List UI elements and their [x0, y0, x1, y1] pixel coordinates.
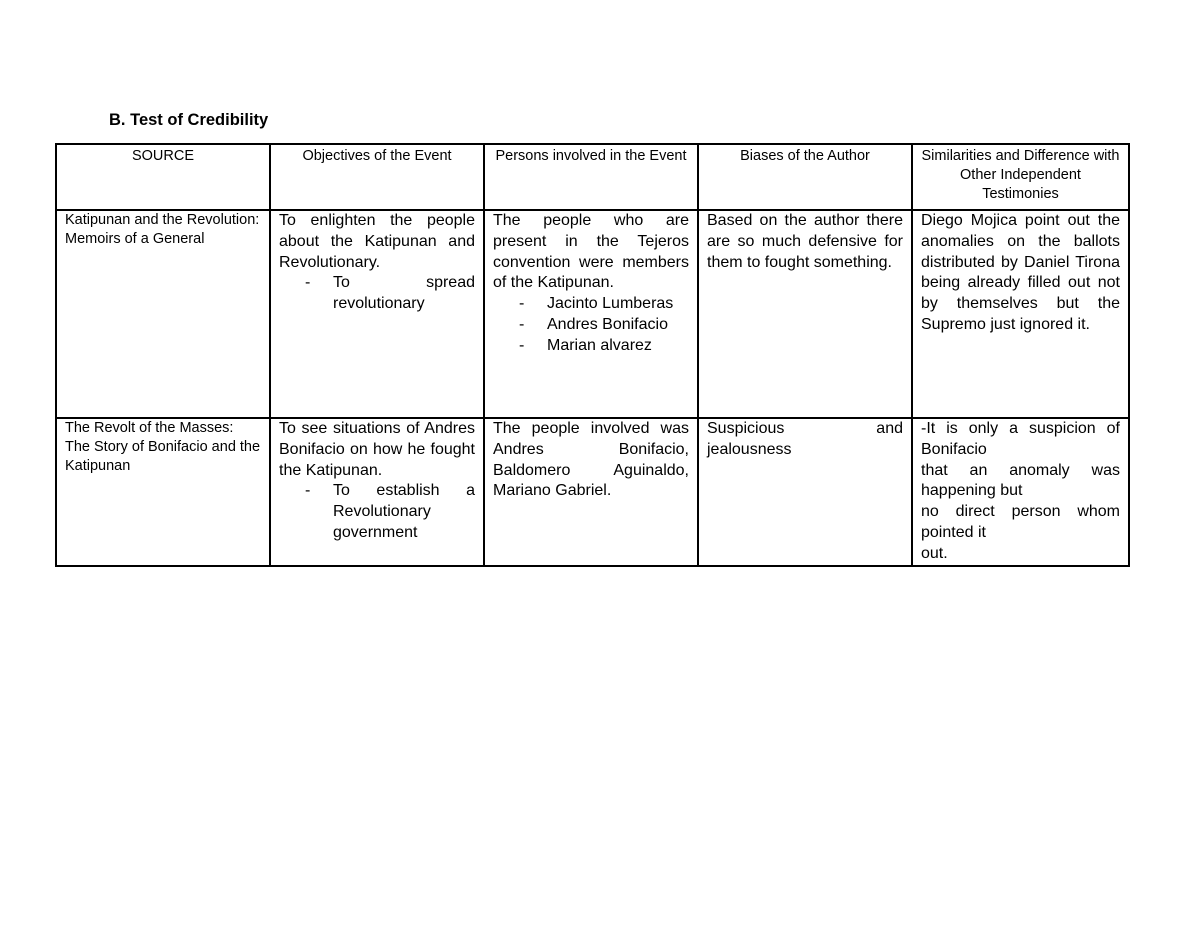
persons-list: [493, 294, 689, 356]
table-header-row: [56, 144, 1129, 210]
similarities-line: no direct person whom pointed it: [921, 503, 1120, 541]
similarities-cell: [912, 418, 1129, 566]
similarities-line: out.: [921, 544, 948, 562]
persons-text: The people involved was Andres Bonifacio, Baldomero Aguinaldo, Mariano Gabriel.: [493, 420, 689, 500]
table-row: [56, 210, 1129, 418]
objectives-text: To enlighten the people about the Katipunan and Revolutionary.: [279, 212, 475, 271]
persons-cell: [484, 210, 698, 418]
header-persons: Persons involved in the Event: [484, 144, 698, 210]
objectives-cell: [270, 418, 484, 566]
header-source: SOURCE: [56, 144, 270, 210]
header-similarities: Similarities and Difference with Other Independent Testimonies: [912, 144, 1129, 210]
source-cell: The Revolt of the Masses: The Story of Bonifacio and the Katipunan: [56, 418, 270, 566]
table-row: [56, 418, 1129, 566]
list-item: - Marian alvarez: [493, 336, 689, 357]
credibility-table: [55, 143, 1130, 567]
list-item: - Jacinto Lumberas: [493, 294, 689, 315]
source-cell: Katipunan and the Revolution: Memoirs of a General: [56, 210, 270, 418]
list-item: - To spread revolutionary: [279, 273, 475, 315]
similarities-line: that an anomaly was happening but: [921, 461, 1120, 500]
similarities-text: Diego Mojica point out the anomalies on the ballots distributed by Daniel Tirona being already filled out not by themselves but the Supremo just ignored it.: [921, 212, 1120, 333]
similarities-cell: [912, 210, 1129, 418]
list-item: - To establish a Revolutionary government: [279, 481, 475, 543]
objectives-text: To see situations of Andres Bonifacio on how he fought the Katipunan.: [279, 420, 475, 479]
header-biases: Biases of the Author: [698, 144, 912, 210]
persons-text: The people who are present in the Tejeros convention were members of the Katipunan.: [493, 212, 689, 292]
similarities-line: -It is only a suspicion of Bonifacio: [921, 420, 1120, 458]
objectives-cell: [270, 210, 484, 418]
biases-cell: Based on the author there are so much defensive for them to fought something.: [698, 210, 912, 418]
biases-cell: Suspicious and jealousness: [698, 418, 912, 566]
list-item: - Andres Bonifacio: [493, 315, 689, 336]
objectives-list: [279, 273, 475, 315]
section-heading: B. Test of Credibility: [109, 111, 269, 129]
header-objectives: Objectives of the Event: [270, 144, 484, 210]
persons-cell: [484, 418, 698, 566]
objectives-list: [279, 481, 475, 543]
